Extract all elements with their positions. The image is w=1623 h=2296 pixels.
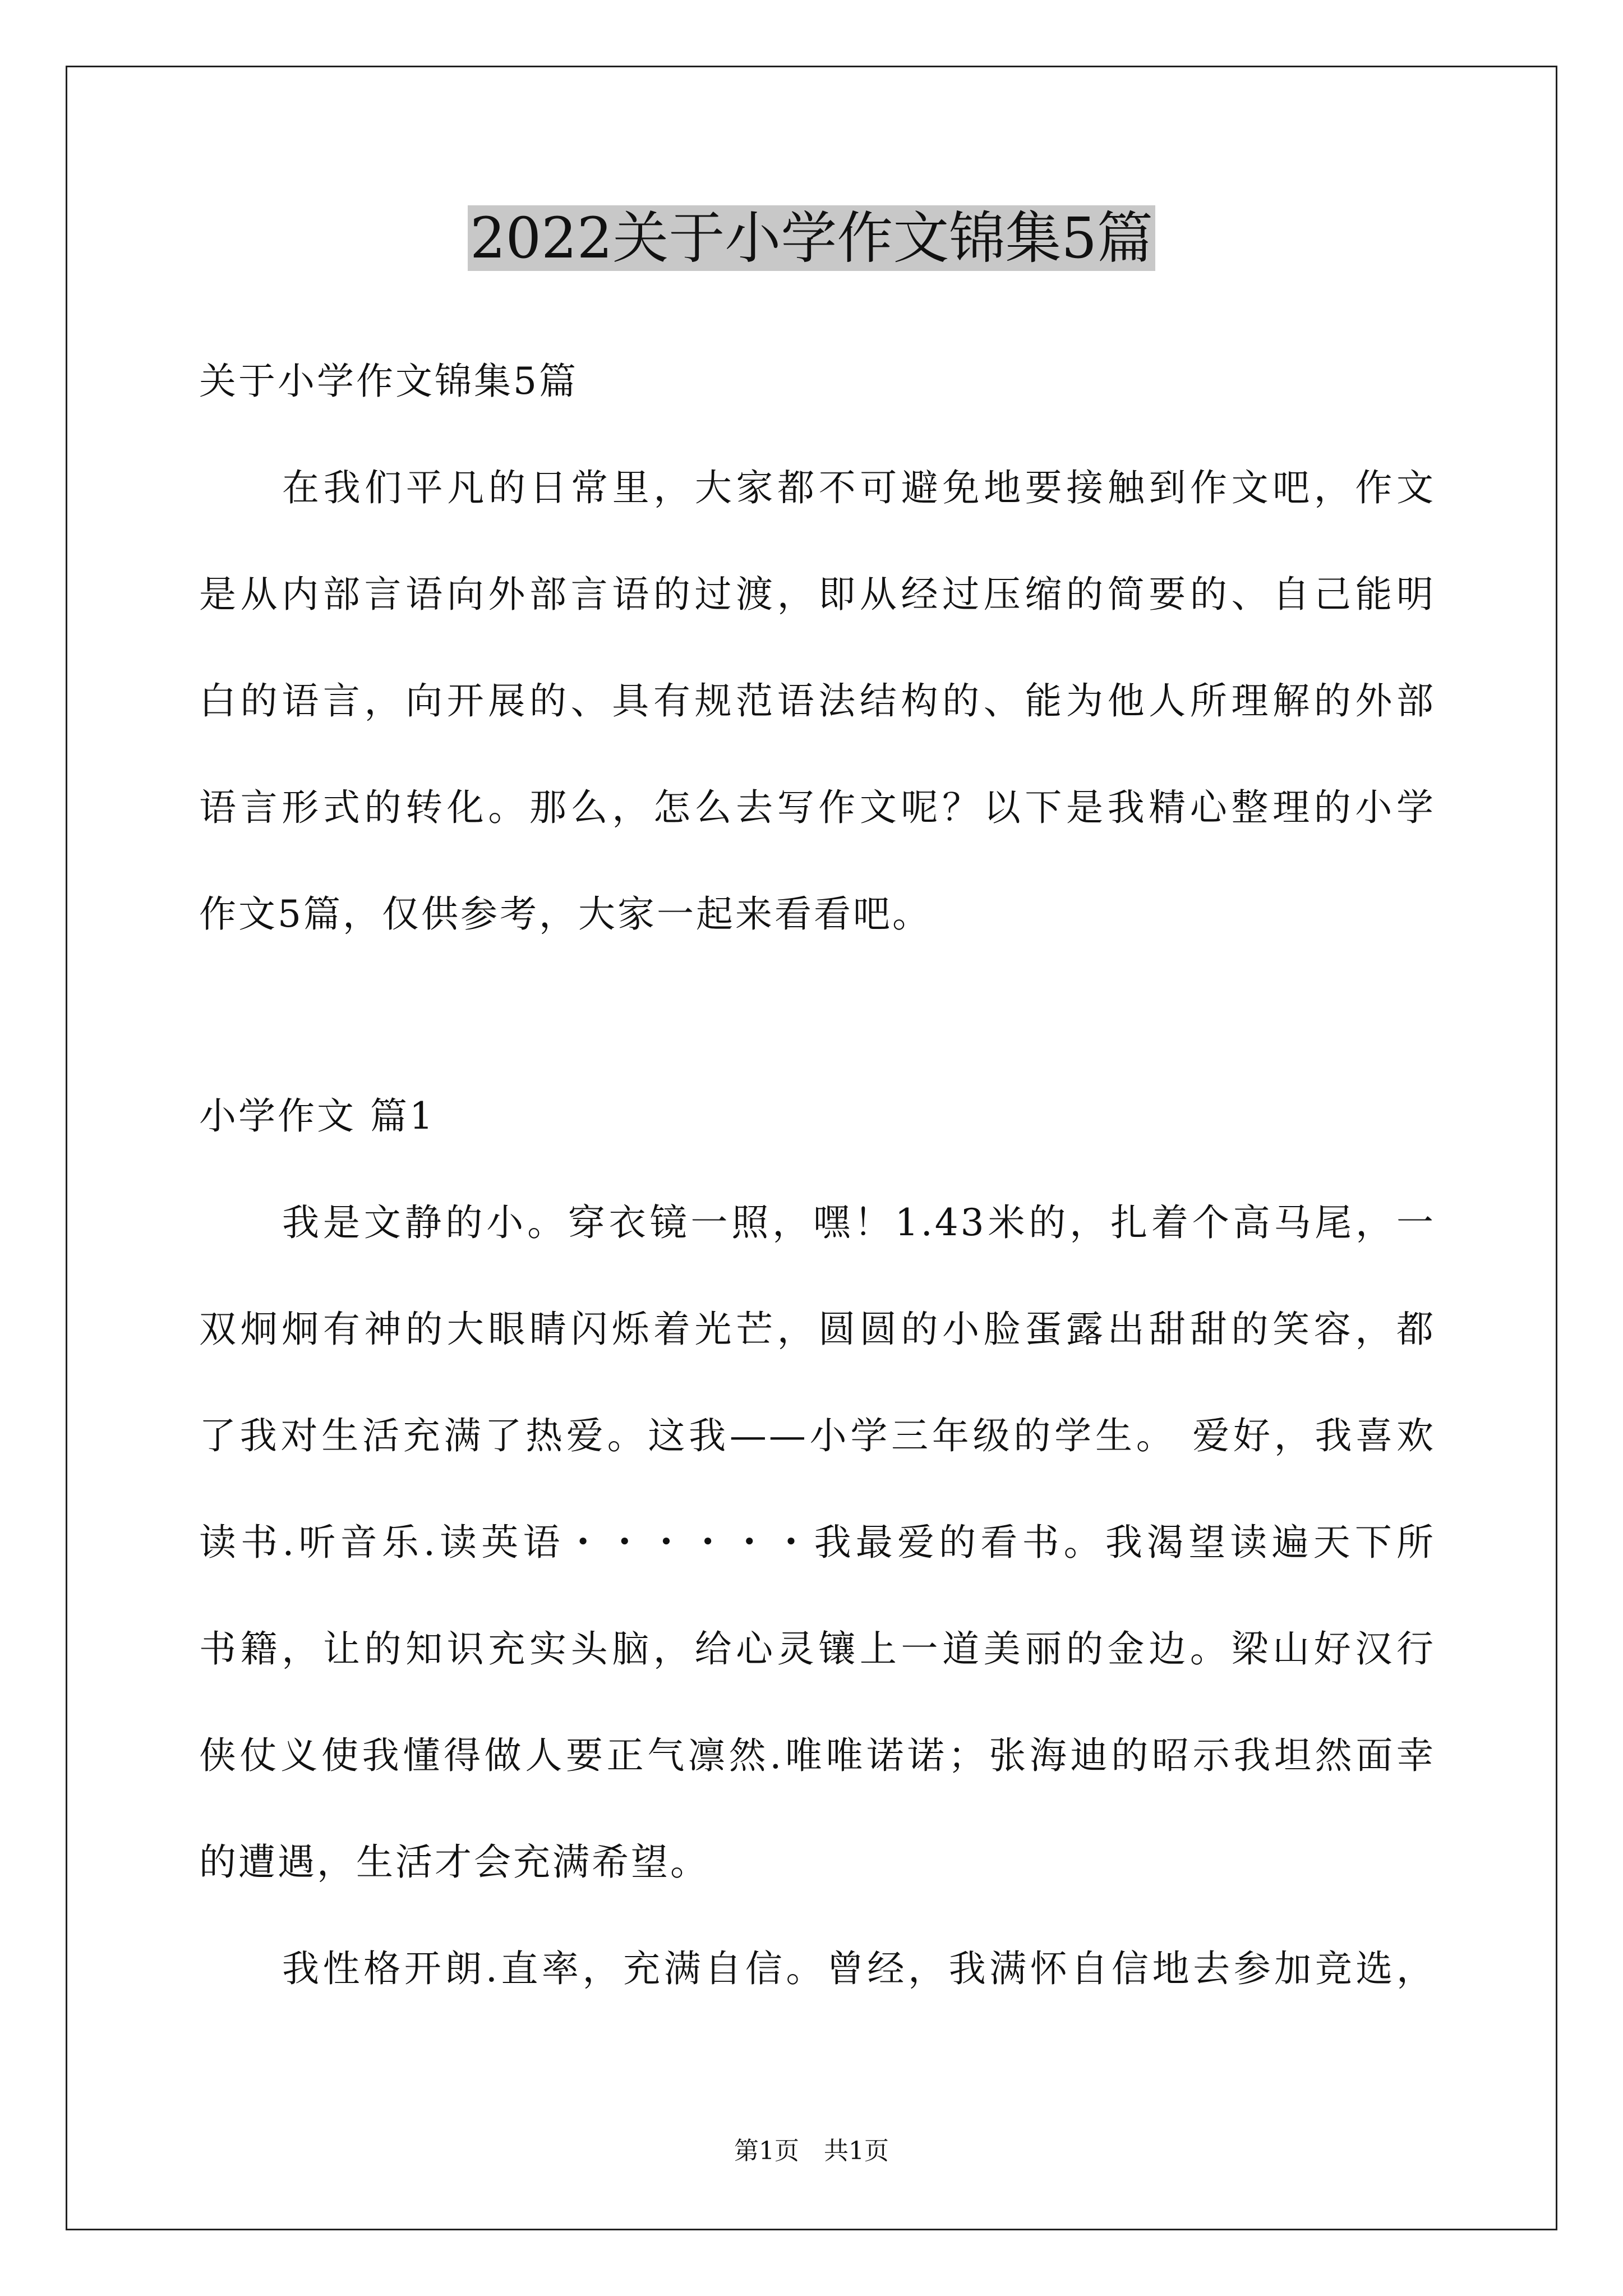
paragraph2-line-1: 我性格开朗.直率，充满自信。曾经，我满怀自信地去参加竞选，	[282, 1947, 1436, 1990]
paragraph-line-7: 的遭遇，生活才会充满希望。	[199, 1841, 709, 1884]
intro-line-3: 白的语言，向开展的、具有规范语法结构的、能为他人所理解的外部	[199, 679, 1436, 723]
document-subtitle: 关于小学作文锦集5篇	[199, 360, 578, 403]
section-heading: 小学作文 篇1	[199, 1094, 435, 1138]
paragraph-line-5: 书籍，让的知识充实头脑，给心灵镶上一道美丽的金边。梁山好汉行	[199, 1627, 1436, 1671]
intro-line-2: 是从内部言语向外部言语的过渡，即从经过压缩的简要的、自己能明	[199, 573, 1436, 616]
page-footer: 第1页 共1页	[734, 2137, 889, 2165]
intro-line-4: 语言形式的转化。那么，怎么去写作文呢？以下是我精心整理的小学	[199, 786, 1436, 829]
paragraph-line-6: 侠仗义使我懂得做人要正气凛然.唯唯诺诺；张海迪的昭示我坦然面幸	[199, 1734, 1436, 1777]
intro-line-5: 作文5篇，仅供参考，大家一起来看看吧。	[199, 892, 932, 936]
document-title: 2022关于小学作文锦集5篇	[0, 199, 1623, 278]
paragraph-line-3: 了我对生活充满了热爱。这我——小学三年级的学生。 爱好，我喜欢	[199, 1414, 1436, 1457]
intro-line-1: 在我们平凡的日常里，大家都不可避免地要接触到作文吧，作文	[282, 466, 1436, 509]
paragraph-line-2: 双炯炯有神的大眼睛闪烁着光芒，圆圆的小脸蛋露出甜甜的笑容，都	[199, 1308, 1436, 1351]
paragraph-line-1: 我是文静的小。穿衣镜一照，嘿！1.43米的，扎着个高马尾，一	[282, 1201, 1436, 1244]
paragraph-line-4: 读书.听音乐.读英语・・・・・・我最爱的看书。我渴望读遍天下所	[199, 1521, 1436, 1564]
